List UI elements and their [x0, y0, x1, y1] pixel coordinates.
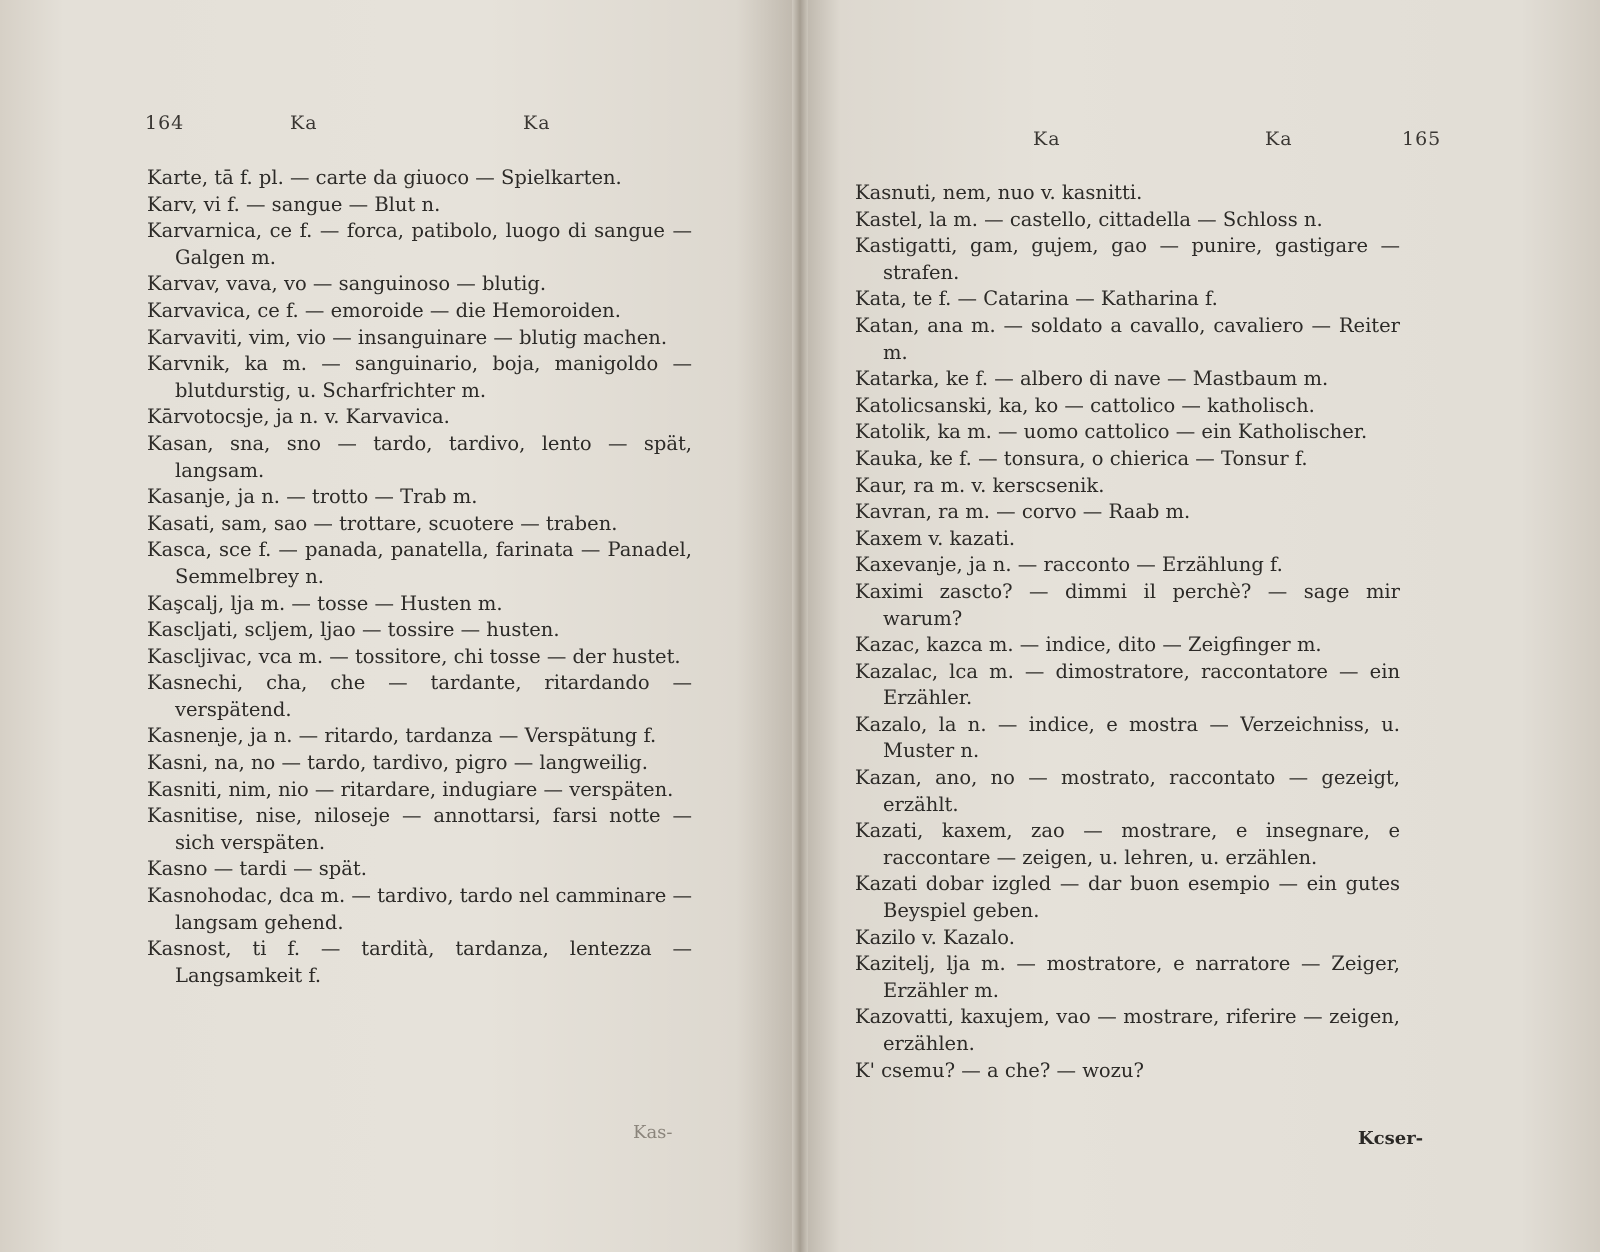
running-header: Ka [1265, 128, 1293, 150]
dictionary-entry: Kasati, sam, sao — trottare, scuotere — traben. [147, 511, 618, 535]
entry-list [855, 180, 1400, 1084]
book-gutter [792, 0, 808, 1252]
dictionary-entry: Kazilo v. Kazalo. [855, 925, 1015, 949]
dictionary-entry: Karvav, vava, vo — sanguinoso — blutig. [147, 272, 547, 296]
dictionary-entry: Kazitelj, lja m. — mostratore, e narratore — Zeiger, Erzähler m. [855, 952, 1400, 1002]
dictionary-entry: Kastigatti, gam, gujem, gao — punire, gastigare — strafen. [855, 234, 1400, 284]
dictionary-entry: Katolik, ka m. — uomo cattolico — ein Katholischer. [855, 420, 1368, 444]
dictionary-entry: Kascljivac, vca m. — tossitore, chi tosse — der hustet. [147, 644, 681, 668]
dictionary-entry: Kata, te f. — Catarina — Katharina f. [855, 287, 1218, 311]
dictionary-entry: Kasca, sce f. — panada, panatella, farinata — Panadel, Semmelbrey n. [147, 538, 692, 588]
dictionary-entry: Karv, vi f. — sangue — Blut n. [147, 192, 441, 216]
dictionary-entry: Kazan, ano, no — mostrato, raccontato — gezeigt, erzählt. [855, 766, 1400, 816]
dictionary-entry: Kazalac, lca m. — dimostratore, raccontatore — ein Erzähler. [855, 659, 1400, 710]
dictionary-entry: Kārvotocsje, ja n. v. Karvavica. [147, 405, 450, 429]
dictionary-entry: Kastel, la m. — castello, cittadella — Schloss n. [855, 207, 1323, 231]
dictionary-entry: Karte, tā f. pl. — carte da giuoco — Spielkarten. [147, 166, 622, 189]
dictionary-entry: Kasni, na, no — tardo, tardivo, pigro — langweilig. [147, 751, 648, 775]
dictionary-entry: Kavran, ra m. — corvo — Raab m. [855, 500, 1191, 524]
dictionary-entry: Kauka, ke f. — tonsura, o chierica — Tonsur f. [855, 446, 1308, 470]
dictionary-entry: Kasnuti, nem, nuo v. kasnitti. [855, 181, 1143, 204]
dictionary-entry: Karvarnica, ce f. — forca, patibolo, luogo di sangue — Galgen m. [147, 219, 692, 269]
catchword: Kcser- [1358, 1128, 1424, 1149]
dictionary-entry: Katarka, ke f. — albero di nave — Mastbaum m. [855, 367, 1329, 391]
running-header: Ka [290, 112, 318, 134]
running-header: Ka [523, 112, 551, 134]
dictionary-entry: Karvaviti, vim, vio — insanguinare — blutig machen. [147, 325, 668, 349]
dictionary-entry: Karvnik, ka m. — sanguinario, boja, manigoldo — blutdurstig, u. Scharfrichter m. [147, 352, 692, 402]
dictionary-entry: Kasanje, ja n. — trotto — Trab m. [147, 485, 478, 509]
dictionary-entry: Kasno — tardi — spät. [147, 857, 367, 881]
dictionary-entry: Kazalo, la n. — indice, e mostra — Verzeichniss, u. Muster n. [855, 712, 1400, 763]
page-number: 164 [145, 112, 185, 134]
dictionary-entry: Kasnost, ti f. — tardità, tardanza, lentezza — Langsamkeit f. [147, 937, 692, 987]
dictionary-entry: Katan, ana m. — soldato a cavallo, cavaliero — Reiter m. [855, 313, 1400, 364]
dictionary-entry: Kazovatti, kaxujem, vao — mostrare, riferire — zeigen, erzählen. [855, 1005, 1400, 1055]
dictionary-entry: Katolicsanski, ka, ko — cattolico — katholisch. [855, 393, 1315, 417]
dictionary-entry: Kasnitise, nise, niloseje — annottarsi, farsi notte — sich verspäten. [147, 804, 692, 854]
dictionary-entry: Kazati dobar izgled — dar buon esempio — ein gutes Beyspiel geben. [855, 872, 1400, 923]
dictionary-entry: Kasnohodac, dca m. — tardivo, tardo nel camminare — langsam gehend. [147, 884, 692, 934]
dictionary-entry: Kazac, kazca m. — indice, dito — Zeigfinger m. [855, 633, 1322, 657]
dictionary-entry: Kaximi zascto? — dimmi il perchè? — sage mir warum? [855, 579, 1400, 630]
dictionary-entry: Kaxem v. kazati. [855, 526, 1016, 550]
dictionary-entry: Karvavica, ce f. — emoroide — die Hemoroiden. [147, 298, 621, 322]
running-header: Ka [1033, 128, 1061, 150]
dictionary-entry: Kascljati, scljem, ljao — tossire — husten. [147, 618, 560, 642]
dictionary-entry: K' csemu? — a che? — wozu? [855, 1058, 1144, 1082]
dictionary-entry: Kazati, kaxem, zao — mostrare, e insegnare, e raccontare — zeigen, u. lehren, u. erzählen. [855, 819, 1400, 869]
dictionary-entry: Kasnenje, ja n. — ritardo, tardanza — Verspätung f. [147, 724, 657, 748]
dictionary-entry: Kaur, ra m. v. kerscsenik. [855, 473, 1105, 497]
catchword: Kas- [633, 1122, 673, 1143]
dictionary-entry: Kasnechi, cha, che — tardante, ritardando — verspätend. [147, 671, 692, 721]
dictionary-entry: Kaxevanje, ja n. — racconto — Erzählung f. [855, 553, 1283, 577]
right-page [800, 0, 1600, 1252]
dictionary-entry: Kaşcalj, lja m. — tosse — Husten m. [147, 591, 503, 615]
dictionary-entry: Kasan, sna, sno — tardo, tardivo, lento — spät, langsam. [147, 431, 692, 482]
dictionary-entry: Kasniti, nim, nio — ritardare, indugiare — verspäten. [147, 777, 674, 801]
page-number: 165 [1402, 128, 1442, 150]
entry-list [147, 165, 692, 989]
